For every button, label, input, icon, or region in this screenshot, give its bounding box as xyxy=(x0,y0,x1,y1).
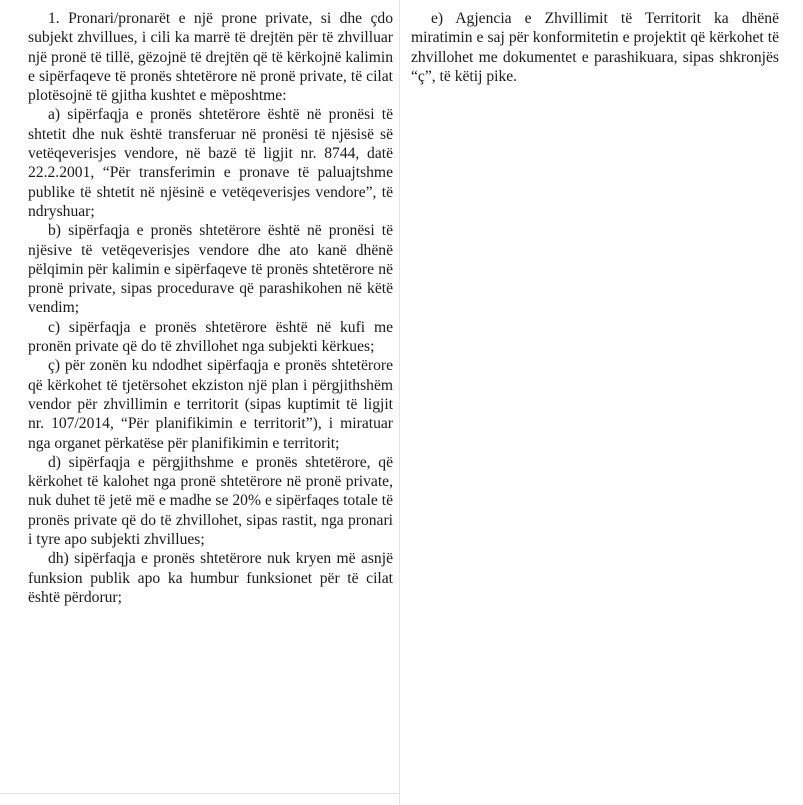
right-column xyxy=(411,9,779,86)
paragraph-item-e: e) Agjencia e Zhvillimit të Territorit ka dhënë miratimin e saj për konformitetin e projektit që kërkohet të zhvillohet me dokumentet e parashikuara, sipas shkronjës “ç”, të këtij pike. xyxy=(411,10,779,85)
paragraph-item-d: d) sipërfaqja e përgjithshme e pronës shtetërore, që kërkohet të kalohet nga pronë shtetërore në pronë private, nuk duhet të jetë më e madhe se 20% e sipërfaqes totale të pronës private që do të zhvillohet, sipas rastit, nga pronari i tyre apo subjekti zhvillues; xyxy=(28,453,393,549)
paragraph-item-dh: dh) sipërfaqja e pronës shtetërore nuk kryen më asnjë funksion publik apo ka humbur funksionet për të cilat është përdorur; xyxy=(28,550,393,606)
column-divider xyxy=(399,0,400,805)
left-column xyxy=(28,9,393,607)
paragraph-intro: 1. Pronari/pronarët e një prone private, si dhe çdo subjekt zhvillues, i cili ka marrë të drejtën për të zhvilluar një pronë të tillë, gëzojnë të drejtën që të kërkojnë kalimin e sipërfaqeve të pronës shtetërore në pronë private, të cilat plotësojnë të gjitha kushtet e mëposhtme: xyxy=(28,10,393,105)
paragraph-item-b: b) sipërfaqja e pronës shtetërore është në pronësi të njësive të vetëqeverisjes vendore dhe ato kanë dhënë pëlqimin për kalimin e sipërfaqeve të pronës shtetërore në pronë private, sipas procedurave që parashikohen në këtë vendim; xyxy=(28,222,393,317)
paragraph-item-c-cedilla: ç) për zonën ku ndodhet sipërfaqja e pronës shtetërore që kërkohet të tjetërsohet ekziston një plan i përgjithshëm vendor për zhvillimin e territorit (sipas kuptimit të ligjit nr. 107/2014, “Për planifikimin e territorit”), i miratuar nga organet përkatëse për planifikimin e territorit; xyxy=(28,357,393,452)
paragraph-item-a: a) sipërfaqja e pronës shtetërore është në pronësi të shtetit dhe nuk është transferuar në pronësi të njësisë së vetëqeverisjes vendore, në bazë të ligjit nr. 8744, datë 22.2.2001, “Për transferimin e pronave të paluajtshme publike të shtetit në njësinë e vetëqeverisjes vendore”, të ndryshuar; xyxy=(28,106,393,220)
frame-bottom-border xyxy=(0,793,400,794)
paragraph-item-c: c) sipërfaqja e pronës shtetërore është në kufi me pronën private që do të zhvillohet nga subjekti kërkues; xyxy=(28,318,393,356)
